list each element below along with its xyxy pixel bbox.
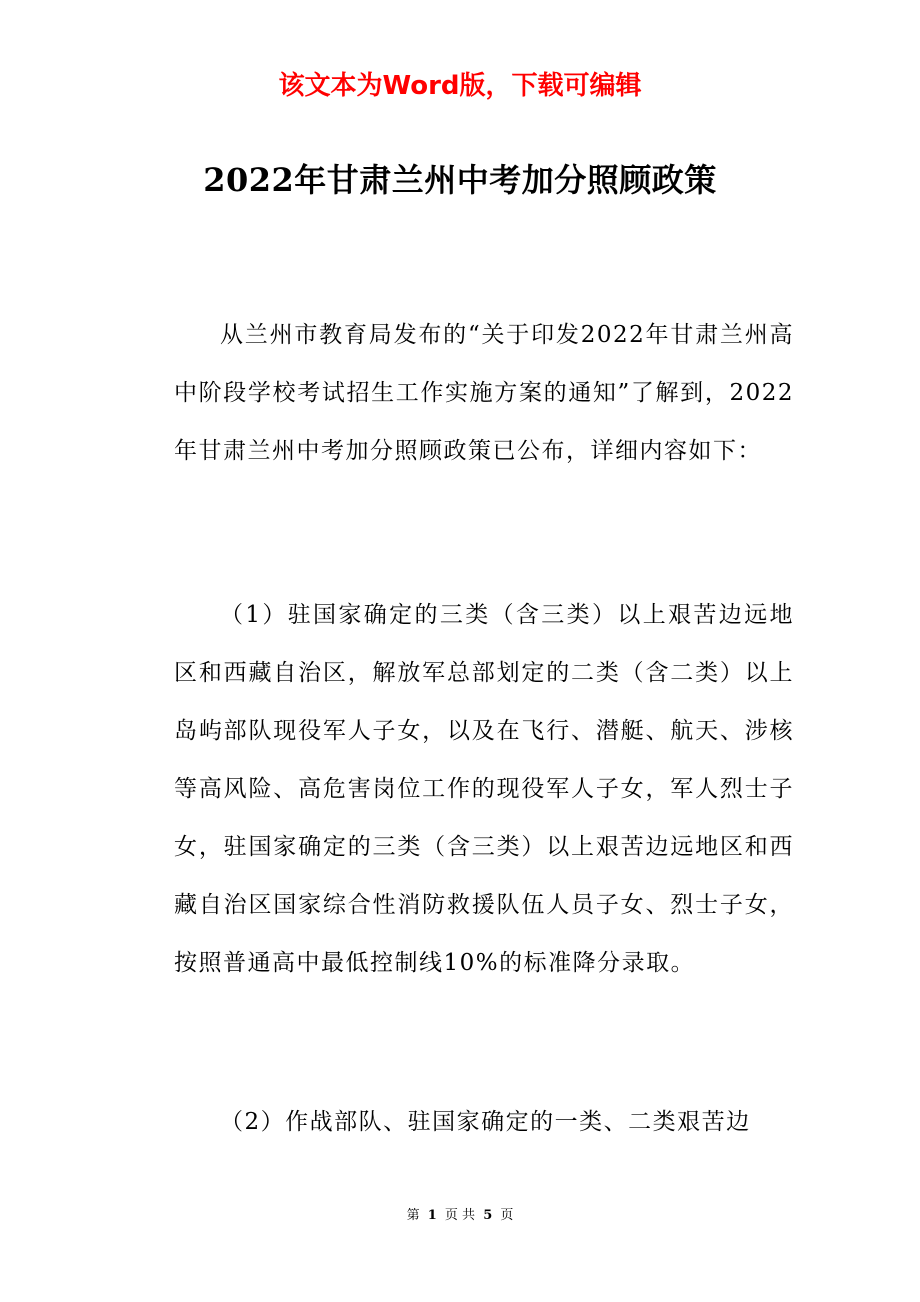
policy-item-2-paragraph: （2）作战部队、驻国家确定的一类、二类艰苦边 (220, 1109, 751, 1135)
download-notice-banner: 该文本为Word版，下载可编辑 (278, 71, 642, 101)
document-title: 2022年甘肃兰州中考加分照顾政策 (203, 161, 717, 199)
footer-prefix: 第 (406, 1208, 420, 1223)
page-footer (0, 1206, 920, 1226)
current-page-number: 1 (427, 1208, 437, 1223)
footer-middle: 页 共 (444, 1208, 476, 1223)
policy-item-1-paragraph: （1）驻国家确定的三类（含三类）以上艰苦边远地区和西藏自治区，解放军总部划定的二类（含二类）以上岛屿部队现役军人子女，以及在飞行、潜艇、航天、涉核等高风险、高危害岗位工作的现役军人子女，军人烈士子女，驻国家确定的三类（含三类）以上艰苦边远地区和西藏自治区国家综合性消防救援队伍人员子女、烈士子女，按照普通高中最低控制线10%的标准降分录取。 (174, 602, 794, 976)
footer-suffix: 页 (500, 1208, 514, 1223)
total-pages-number: 5 (483, 1208, 493, 1223)
intro-paragraph: 从兰州市教育局发布的“关于印发2022年甘肃兰州高中阶段学校考试招生工作实施方案的通知”了解到，2022年甘肃兰州中考加分照顾政策已公布，详细内容如下： (174, 322, 794, 464)
